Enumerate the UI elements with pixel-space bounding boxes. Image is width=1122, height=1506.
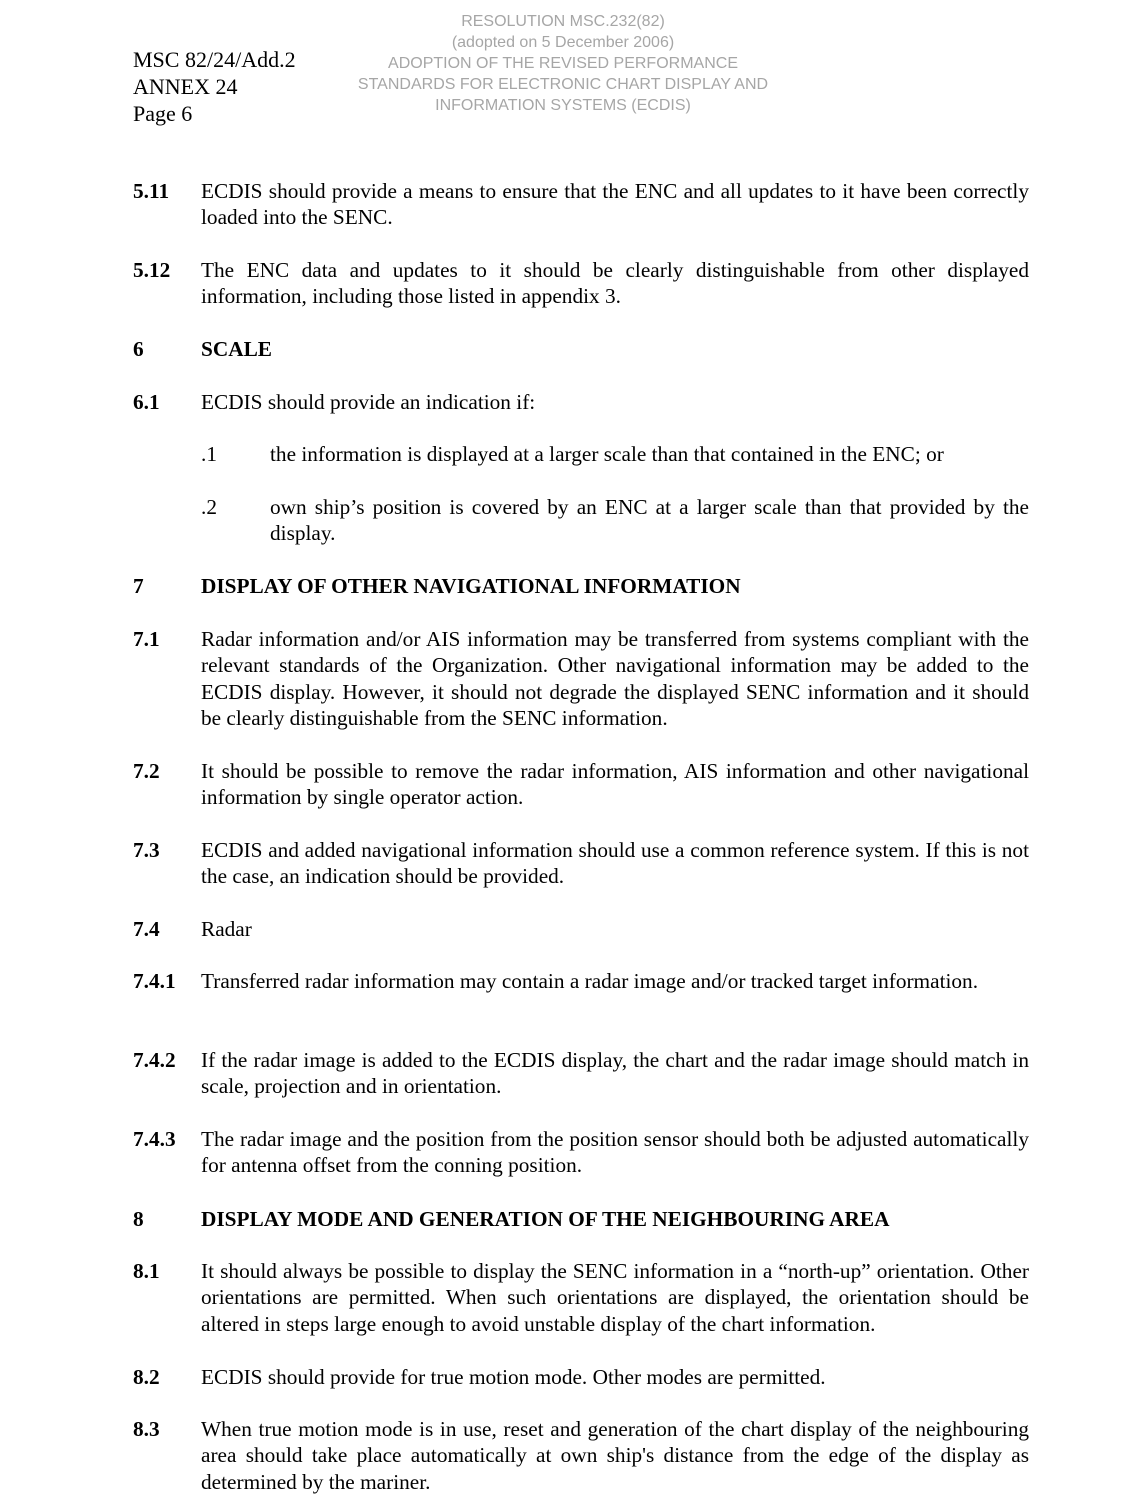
paragraph-text: It should always be possible to display the SENC information in a “north-up” orientation. Other orientations are permitted. When such orientations are displayed, the orientation should be altered in steps large enough to avoid unstable display of the chart information. [201, 1259, 1029, 1336]
subparagraph-number: .1 [201, 442, 217, 466]
resolution-header [313, 11, 813, 116]
section-number: 7 [133, 574, 144, 598]
paragraph-text: Transferred radar information may contain a radar image and/or tracked target information. [201, 969, 979, 993]
paragraph-number: 8.1 [133, 1259, 160, 1283]
paragraph-text: It should be possible to remove the radar information, AIS information and other navigational information by single operator action. [201, 759, 1029, 810]
paragraph-number: 7.3 [133, 838, 160, 862]
resolution-line: INFORMATION SYSTEMS (ECDIS) [435, 97, 691, 114]
paragraph-number: 7.2 [133, 759, 160, 783]
page-number: Page 6 [133, 101, 193, 126]
paragraph-7-4-2 [133, 1047, 1029, 1100]
subparagraph-number: .2 [201, 495, 217, 519]
paragraph-number: 7.4.1 [133, 969, 176, 993]
paragraph-text: Radar [201, 917, 252, 941]
paragraph-number: 5.11 [133, 179, 170, 203]
paragraph-number: 8.3 [133, 1417, 160, 1441]
section-heading-6 [133, 336, 1029, 362]
document-reference [133, 46, 296, 127]
paragraph-text: ECDIS should provide for true motion mode. Other modes are permitted. [201, 1365, 826, 1389]
paragraph-number: 8.2 [133, 1365, 160, 1389]
paragraph-number: 7.4.2 [133, 1048, 176, 1072]
paragraph-text: Radar information and/or AIS information may be transferred from systems compliant with the relevant standards of the Organization. Other navigational information may be added to the ECDIS display. However, it should not degrade the displayed SENC information and it should be clearly distinguishable from the SENC information. [201, 627, 1029, 730]
section-heading-7 [133, 573, 1029, 599]
resolution-line: ADOPTION OF THE REVISED PERFORMANCE [388, 55, 738, 72]
resolution-line: RESOLUTION MSC.232(82) [461, 13, 665, 30]
paragraph-text: ECDIS should provide a means to ensure that the ENC and all updates to it have been correctly loaded into the SENC. [201, 179, 1029, 230]
paragraph-text: When true motion mode is in use, reset and generation of the chart display of the neighbouring area should take place automatically at own ship's distance from the edge of the display as determined by the mariner. [201, 1417, 1029, 1494]
paragraph-number: 5.12 [133, 258, 171, 282]
section-number: 6 [133, 337, 144, 361]
paragraph-8-2 [133, 1364, 1029, 1390]
section-number: 8 [133, 1207, 144, 1231]
paragraph-7-4-1 [133, 968, 1029, 994]
paragraph-5-12 [133, 257, 1029, 310]
paragraph-text: The radar image and the position from the position sensor should both be adjusted automatically for antenna offset from the conning position. [201, 1127, 1029, 1178]
section-heading-8 [133, 1206, 1029, 1232]
paragraph-number: 6.1 [133, 390, 160, 414]
paragraph-7-1 [133, 626, 1029, 731]
section-title: DISPLAY MODE AND GENERATION OF THE NEIGHBOURING AREA [201, 1207, 890, 1231]
section-title: DISPLAY OF OTHER NAVIGATIONAL INFORMATION [201, 574, 741, 598]
paragraph-number: 7.4 [133, 917, 160, 941]
annex-label: ANNEX 24 [133, 74, 238, 99]
paragraph-8-1 [133, 1258, 1029, 1337]
paragraph-text: ECDIS and added navigational information should use a common reference system. If this is not the case, an indication should be provided. [201, 838, 1029, 889]
paragraph-number: 7.4.3 [133, 1127, 176, 1151]
paragraph-7-4-3 [133, 1126, 1029, 1179]
paragraph-text: If the radar image is added to the ECDIS display, the chart and the radar image should match in scale, projection and in orientation. [201, 1048, 1029, 1099]
subparagraph-text: own ship’s position is covered by an ENC at a larger scale than that provided by the display. [270, 495, 1029, 546]
doc-ref: MSC 82/24/Add.2 [133, 47, 296, 72]
paragraph-number: 7.1 [133, 627, 160, 651]
subparagraph-text: the information is displayed at a larger scale than that contained in the ENC; or [270, 442, 944, 466]
paragraph-7-2 [133, 758, 1029, 811]
paragraph-6-1 [133, 389, 1029, 415]
paragraph-8-3 [133, 1416, 1029, 1495]
resolution-line: STANDARDS FOR ELECTRONIC CHART DISPLAY AND [357, 76, 769, 93]
paragraph-text: ECDIS should provide an indication if: [201, 390, 536, 414]
subparagraph-6-1-2 [201, 494, 1029, 547]
paragraph-text: The ENC data and updates to it should be clearly distinguishable from other displayed information, including those listed in appendix 3. [201, 258, 1029, 309]
subparagraph-6-1-1 [201, 441, 1029, 467]
section-title: SCALE [201, 337, 273, 361]
paragraph-5-11 [133, 178, 1029, 231]
paragraph-7-4 [133, 916, 1029, 942]
paragraph-7-3 [133, 837, 1029, 890]
resolution-line: (adopted on 5 December 2006) [451, 34, 675, 51]
